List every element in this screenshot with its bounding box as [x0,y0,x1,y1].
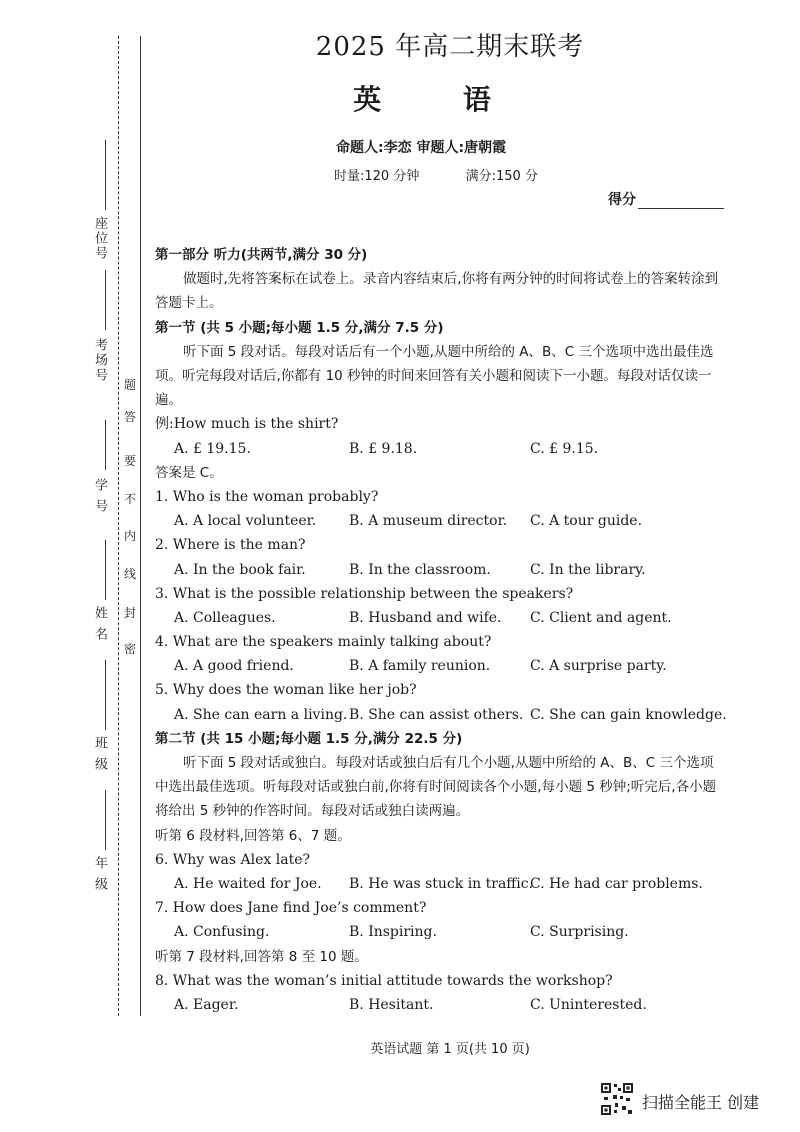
option-b: B. A museum director. [349,513,508,530]
option-a: A. Confusing. [174,924,270,941]
question-6-options [155,872,725,896]
time-limit: 时量:120 分钟 [334,169,420,184]
question-2: 2. Where is the man? [155,537,306,554]
material-7-instruction: 听第 7 段材料,回答第 8 至 10 题。 [155,948,368,965]
option-b: B. Husband and wife. [349,609,502,626]
room-blank [105,270,107,330]
seal-char: 内 [124,529,137,543]
seat-blank [105,140,107,210]
question-2-options [155,558,725,582]
seal-char: 封 [124,606,137,620]
question-5-options [155,703,725,727]
option-a: A. In the book fair. [174,561,306,578]
material-6-instruction: 听第 6 段材料,回答第 6、7 题。 [155,827,351,844]
question-1: 1. Who is the woman probably? [155,488,379,505]
page-footer: 英语试题 第 1 页(共 10 页) [370,1042,530,1057]
question-5: 5. Why does the woman like her job? [155,682,417,699]
option-b: B. £ 9.18. [349,440,418,457]
option-b: B. A family reunion. [349,658,491,675]
question-6: 6. Why was Alex late? [155,851,310,868]
option-a: A. A local volunteer. [174,513,317,530]
question-3-options [155,606,725,630]
binding-solid-line [140,36,141,1016]
question-4-options [155,654,725,678]
option-c: C. He had car problems. [530,876,703,892]
score-label: 得分 [608,192,636,208]
option-a: A. Eager. [174,996,239,1013]
seat-label: 座位号 [92,216,107,261]
grade-blank [105,790,107,850]
class-label: 班 级 [92,736,107,773]
student-no-blank [105,420,107,470]
qr-code-icon [600,1082,634,1116]
seal-char: 答 [124,410,137,424]
option-c: C. A tour guide. [530,513,643,530]
subject-title: 英 语 [353,83,527,116]
option-c: C. In the library. [530,561,646,578]
seal-char: 要 [124,454,137,468]
student-no-label: 学 号 [92,478,107,515]
option-c: C. Uninterested. [530,996,647,1013]
grade-label: 年 级 [92,856,107,893]
section2-heading: 第二节 (共 15 小题;每小题 1.5 分,满分 22.5 分) [155,730,463,747]
option-a: A. She can earn a living. [174,706,348,723]
seal-char: 线 [124,567,137,581]
part1-heading: 第一部分 听力(共两节,满分 30 分) [155,247,368,263]
setter-line: 命题人:李恋 审题人:唐朝霞 [336,140,507,156]
question-1-options [155,509,725,533]
option-c: C. Client and agent. [530,609,672,626]
seal-char: 题 [124,378,137,392]
example-question: 例:How much is the shirt? [155,416,339,433]
option-c: C. Surprising. [530,924,629,941]
option-c: C. £ 9.15. [530,440,599,457]
name-blank [105,540,107,600]
full-score: 满分:150 分 [465,169,538,184]
name-label: 姓 名 [92,606,107,643]
example-answer: 答案是 C。 [155,464,223,481]
binding-dashed-line [118,36,119,1016]
question-4: 4. What are the speakers mainly talking about? [155,634,492,651]
question-7-options [155,920,725,944]
section1-intro: 听下面 5 段对话。每段对话后有一个小题,从题中所给的 A、B、C 三个选项中选出最佳选项。听完每段对话后,你都有 10 秒钟的时间来回答有关小题和阅读下一小题。每段对话仅读一遍。 [155,343,714,409]
option-a: A. £ 19.15. [174,440,251,457]
section2-intro: 听下面 5 段对话或独白。每段对话或独白后有几个小题,从题中所给的 A、B、C 三个选项中选出最佳选项。听每段对话或独白前,你将有时间阅读各个小题,每小题 5 秒钟;听完后,各小题将给出 5 秒钟的作答时间。每段对话或独白读两遍。 [155,755,717,820]
option-b: B. Inspiring. [349,924,437,941]
option-a: A. He waited for Joe. [174,876,322,892]
option-b: B. In the classroom. [349,561,491,578]
option-c: C. A surprise party. [530,658,667,675]
option-a: A. A good friend. [174,658,294,675]
option-a: A. Colleagues. [174,609,276,626]
exam-title: 2025 年高二期末联考 [315,32,585,62]
example-options [155,437,725,461]
exam-content [155,243,725,1017]
question-8-options [155,993,725,1017]
exam-room-label: 考场号 [92,338,107,383]
option-c: C. She can gain knowledge. [530,706,727,723]
score-blank [638,194,724,209]
question-3: 3. What is the possible relationship between the speakers? [155,585,574,602]
option-b: B. Hesitant. [349,996,434,1013]
section1-heading: 第一节 (共 5 小题;每小题 1.5 分,满分 7.5 分) [155,319,444,336]
seal-char: 不 [124,492,137,506]
exam-meta [334,165,538,184]
part1-intro: 做题时,先将答案标在试卷上。录音内容结束后,你将有两分钟的时间将试卷上的答案转涂到答题卡上。 [155,271,719,312]
option-b: B. He was stuck in traffic. [349,876,534,892]
question-7: 7. How does Jane find Joe’s comment? [155,900,427,917]
scanner-watermark: 扫描全能王 创建 [642,1093,760,1112]
seal-char: 密 [124,642,137,656]
class-blank [105,660,107,730]
question-8: 8. What was the woman’s initial attitude towards the workshop? [155,972,613,989]
option-b: B. She can assist others. [349,706,524,723]
score-field [608,189,724,209]
